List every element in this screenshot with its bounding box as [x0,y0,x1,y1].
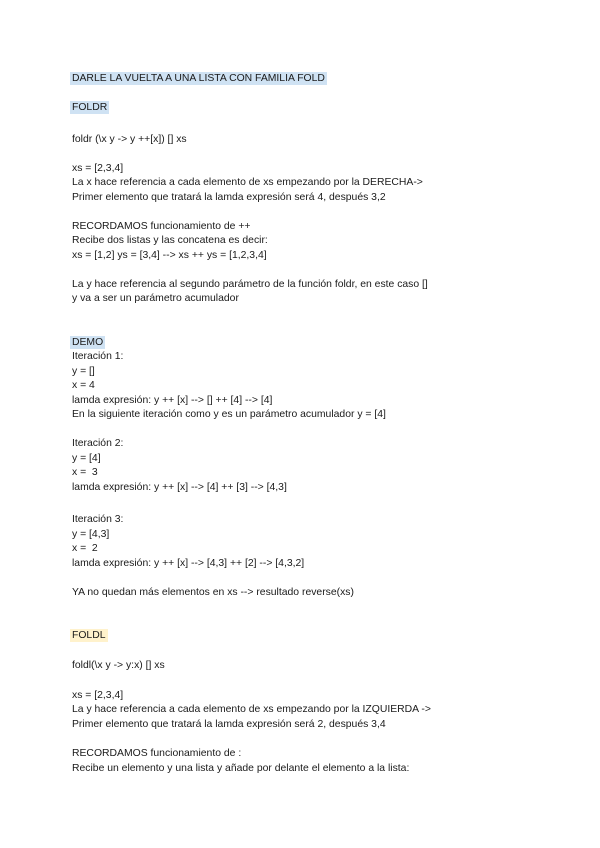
foldr-desc-2: Primer elemento que tratará la lamda expresión será 4, después 3,2 [72,192,386,203]
iteration-2-x: x = 3 [72,467,98,478]
iteration-3-title: Iteración 3: [72,514,124,525]
foldl-recordamos-desc: Recibe un elemento y una lista y añade por delante el elemento a la lista: [72,763,410,774]
iteration-3-lamda: lamda expresión: y ++ [x] --> [4,3] ++ [2] --> [4,3,2] [72,558,305,569]
iteration-3-y: y = [4,3] [72,529,110,540]
foldl-heading-text: FOLDL [72,630,106,641]
iteration-2-title: Iteración 2: [72,438,124,449]
foldr-xs: xs = [2,3,4] [72,163,124,174]
iteration-2-lamda: lamda expresión: y ++ [x] --> [4] ++ [3] --> [4,3] [72,482,287,493]
foldl-recordamos-title: RECORDAMOS funcionamiento de : [72,748,242,759]
foldr-recordamos-desc: Recibe dos listas y las concatena es decir: [72,235,268,246]
foldr-accumulator-2: y va a ser un parámetro acumulador [72,293,239,304]
iteration-1-x: x = 4 [72,380,95,391]
iteration-1-y: y = [] [72,366,95,377]
foldr-desc-1: La x hace referencia a cada elemento de xs empezando por la DERECHA-> [72,177,423,188]
foldl-code: foldl(\x y -> y:x) [] xs [72,660,165,671]
demo-result: YA no quedan más elementos en xs --> resultado reverse(xs) [72,587,354,598]
foldr-code: foldr (\x y -> y ++[x]) [] xs [72,134,187,145]
iteration-3-x: x = 2 [72,543,98,554]
foldr-recordamos-title: RECORDAMOS funcionamiento de ++ [72,221,251,232]
demo-heading [72,336,105,349]
foldr-heading-text: FOLDR [72,102,108,113]
iteration-1-note: En la siguiente iteración como y es un parámetro acumulador y = [4] [72,409,386,420]
foldr-accumulator-1: La y hace referencia al segundo parámetro de la función foldr, en este caso [] [72,279,428,290]
doc-title [72,72,327,85]
foldl-desc-2: Primer elemento que tratará la lamda expresión será 2, después 3,4 [72,719,386,730]
foldr-recordamos-example: xs = [1,2] ys = [3,4] --> xs ++ ys = [1,2,3,4] [72,250,267,261]
demo-heading-text: DEMO [72,337,104,348]
foldl-heading [72,629,108,642]
foldr-heading [72,101,109,114]
iteration-1-lamda: lamda expresión: y ++ [x] --> [] ++ [4] --> [4] [72,395,273,406]
foldl-desc-1: La y hace referencia a cada elemento de xs empezando por la IZQUIERDA -> [72,704,431,715]
foldl-xs: xs = [2,3,4] [72,690,124,701]
iteration-2-y: y = [4] [72,453,101,464]
doc-title-text: DARLE LA VUELTA A UNA LISTA CON FAMILIA FOLD [72,73,325,84]
iteration-1-title: Iteración 1: [72,351,124,362]
